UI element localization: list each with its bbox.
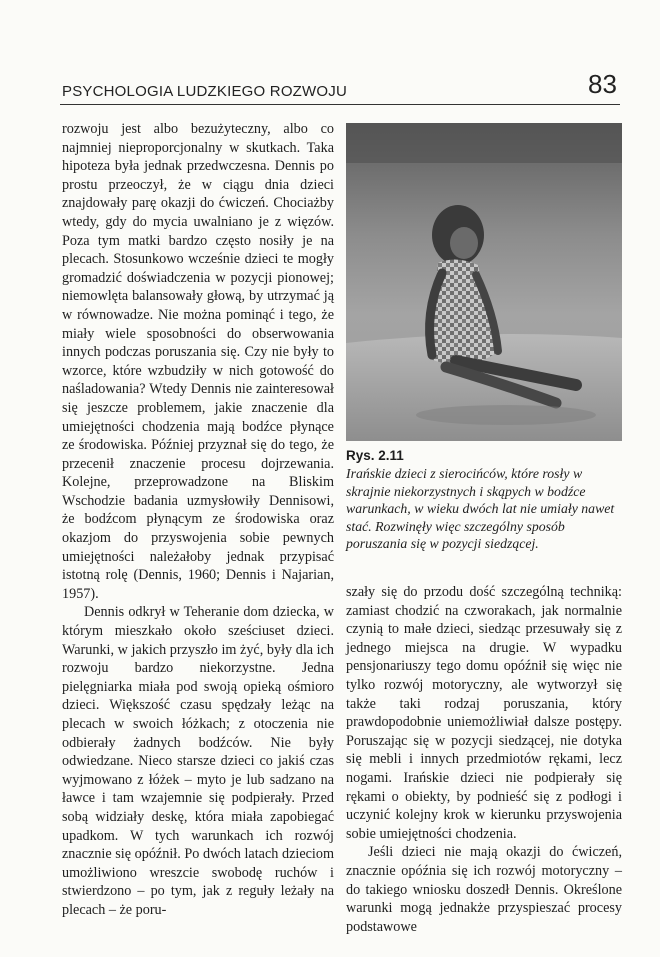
header-rule [60,104,620,105]
page-number: 83 [588,69,617,99]
right-paragraph-1: szały się do przodu dość szczególną techniką: zamiast chodzić na czworakach, jak normalnie czynią to małe dzieci, siedząc przesuwały się z jednego miejsca na drugie. W wypadku pensjonariuszy tego domu opóźnił się więc nie tylko rozwój motoryczny, ale wytworzył się także taki rodzaj poruszania, który prawdopodobnie uniemożliwiał dalsze postępy. Poruszając się w pozycji siedzącej, nie dotyka się mebli i innych przedmiotów rękami, lecz nogami. Irańskie dzieci nie podpierały się rękami o obiekty, by podnieść się z podłogi i uczynić kolejny krok w kierunku przyswojenia sobie umiejętności chodzenia. [346,584,622,842]
running-header-title: PSYCHOLOGIA LUDZKIEGO ROZWOJU [62,83,348,100]
figure-caption: Irańskie dzieci z sierocińców, które rosły w skrajnie niekorzystnych i skąpych w bodźce warunkach, w wieku dwóch lat nie umiały nawet stać. Rozwinęły więc szczególny sposób poruszania się w pozycji siedzącej. [346,466,615,552]
left-paragraph-2: Dennis odkrył w Teheranie dom dziecka, w którym mieszkało około sześciuset dzieci. Warunki, w jakich przyszło im żyć, były dla ich rozwoju bardzo niekorzystne. Jedna pielęgniarka miała pod swoją opieką ośmioro dzieci. Większość czasu spędzały leżąc na plecach w swoich łóżkach; z otoczenia nie odbierały żadnych bodźców. Nie były odwiedzane. Nieco starsze dzieci co jakiś czas wyjmowano z łóżek – myto je lub sadzano na ławce i tam wzajemnie się podpierały. Przed sobą widziały deskę, która miała zapobiegać upadkom. W tych warunkach ich rozwój znacznie się opóźnił. Po dwóch latach dzieciom umożliwiono wreszcie swobodę ruchów i stwierdzono – po tym, jak z reguły leżały na plecach – że poru- [62,604,334,918]
child-sitting-photo-illustration [346,123,622,441]
figure-label: Rys. 2.11 [346,448,404,463]
right-paragraph-2: Jeśli dzieci nie mają okazji do ćwiczeń, znacznie opóźnia się ich rozwój motoryczny – do takiego wniosku doszedł Dennis. Określone warunki mogą jednakże przyspieszać procesy podstawowe [346,844,622,935]
left-paragraph-1: rozwoju jest albo bezużyteczny, albo co najmniej nieproporcjonalny w skutkach. Taka hipoteza była jednak przedwczesna. Dennis po prostu przeoczył, że w ciągu dnia dzieci znajdowały parę okazji do ćwiczeń. Chociażby wtedy, gdy do mycia uwalniano je z więzów. Poza tym matki bardzo często nosiły je na plecach. Stosunkowo wcześnie dzieci te mogły gromadzić doświadczenia w pozycji pionowej; niemowlęta balansowały głową, by utrzymać ją w równowadze. Nie można pominąć i tego, że miały wiele sposobności do obserwowania innych podczas poruszania się. Czy nie były to wzorce, które wzbudziły w nich gotowość do naśladowania? Wtedy Dennis nie zainteresował się jeszcze problemem, jakie znaczenie dla umiejętności chodzenia mają bodźce płynące ze środowiska. Później przyznał się do tego, że przecenił znaczenie procesu dojrzewania. Kolejne, przeprowadzone na Bliskim Wschodzie badania uzmysłowiły Dennisowi, że bodźcom płynącym ze środowiska oraz okazjom do przyswojenia sobie pewnych umiejętności należałoby jednak przypisać istotną rolę (Dennis, 1960; Dennis i Najarian, 1957). [62,121,334,602]
right-text-column [346,583,622,936]
figure-photo [346,123,622,441]
left-text-column [62,120,334,920]
